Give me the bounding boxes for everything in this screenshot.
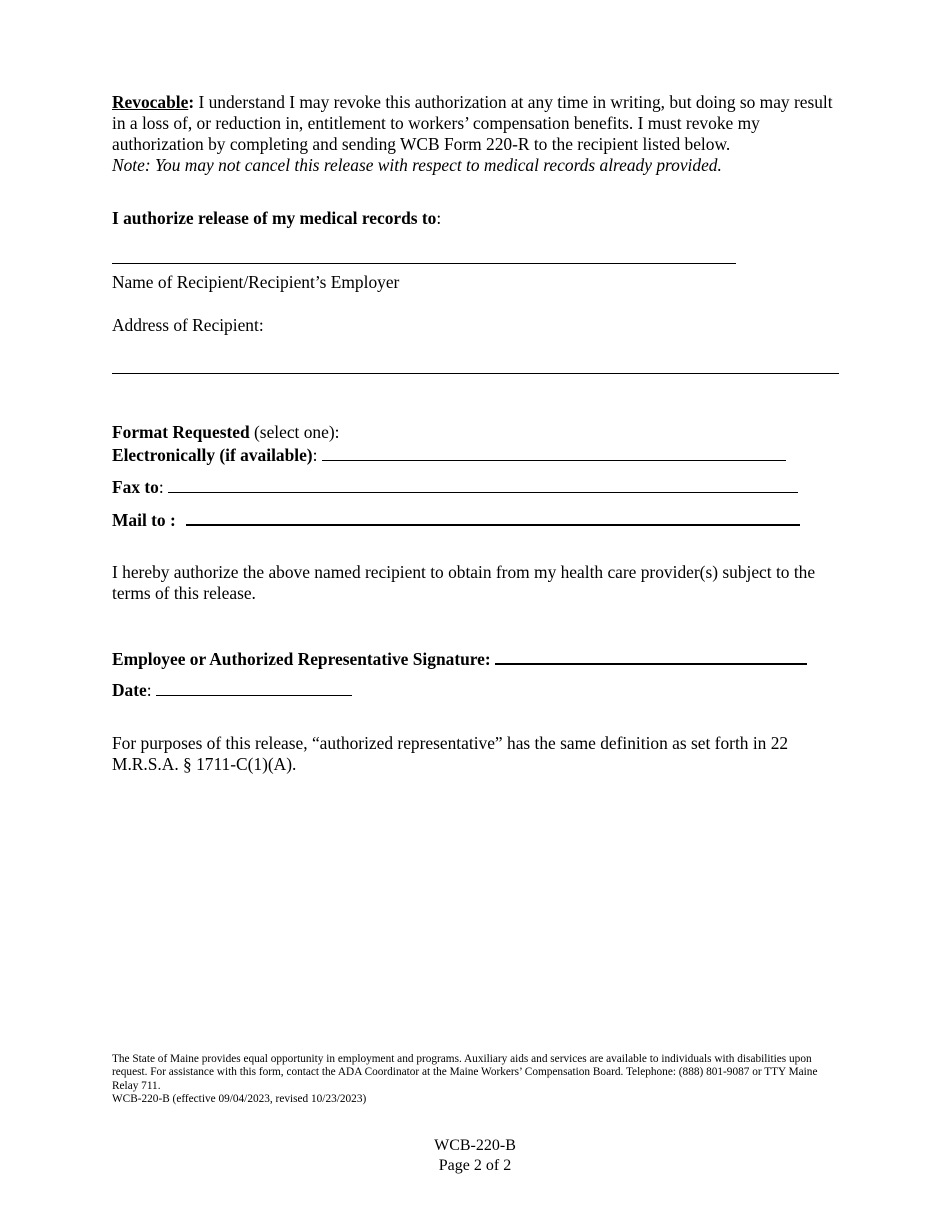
revocable-colon: : bbox=[188, 92, 195, 112]
format-mail-input[interactable] bbox=[186, 508, 800, 526]
authorize-heading-colon: : bbox=[436, 208, 442, 228]
format-fax-input[interactable] bbox=[168, 476, 798, 493]
format-fax-row bbox=[112, 476, 840, 498]
page-footer bbox=[0, 1136, 950, 1175]
format-heading bbox=[112, 422, 840, 443]
format-heading-label: Format Requested bbox=[112, 422, 250, 442]
revocable-text: I understand I may revoke this authorization at any time in writing, but doing so may result in a loss of, or reduction in, entitlement to workers’ compensation benefits. I must revoke my authorization by completing and sending WCB Form 220-R to the recipient listed below. bbox=[112, 92, 833, 154]
authorize-heading-text: I authorize release of my medical records to bbox=[112, 208, 437, 228]
recipient-name-label: Name of Recipient/Recipient’s Employer bbox=[112, 272, 400, 292]
revocable-note: Note: You may not cancel this release with respect to medical records already provided. bbox=[112, 155, 722, 175]
signature-label: Employee or Authorized Representative Signature: bbox=[112, 649, 491, 669]
format-mail-label: Mail to : bbox=[112, 510, 176, 530]
definition-paragraph: For purposes of this release, “authorized representative” has the same definition as set forth in 22 M.R.S.A. § 1711-C(1)(A). bbox=[112, 733, 789, 774]
authorization-statement: I hereby authorize the above named recipient to obtain from my health care provider(s) subject to the terms of this release. bbox=[112, 562, 816, 603]
format-electronic-label: Electronically (if available) bbox=[112, 445, 313, 465]
notice-text: The State of Maine provides equal opportunity in employment and programs. Auxiliary aids and services are available to individuals with disabilities upon request. For assistance with this form, contact the ADA Coordinator at the Maine Workers’ Compensation Board. Telephone: (888) 801-9087 or TTY Maine Relay 711. bbox=[112, 1053, 818, 1092]
signature-row bbox=[112, 647, 840, 670]
format-fax-label: Fax to bbox=[112, 477, 159, 497]
date-label: Date bbox=[112, 680, 147, 700]
recipient-address-label: Address of Recipient: bbox=[112, 315, 264, 335]
date-colon: : bbox=[146, 680, 152, 700]
date-input[interactable] bbox=[156, 679, 352, 696]
footer-form-id: WCB-220-B bbox=[434, 1137, 516, 1154]
format-electronic-input[interactable] bbox=[322, 444, 786, 461]
revocable-paragraph bbox=[112, 92, 840, 176]
format-mail-row bbox=[112, 508, 840, 531]
format-electronic-colon: : bbox=[312, 445, 318, 465]
form-revision: WCB-220-B (effective 09/04/2023, revised 10/23/2023) bbox=[112, 1093, 367, 1106]
format-fax-colon: : bbox=[158, 477, 164, 497]
recipient-name-line[interactable] bbox=[112, 247, 736, 264]
authorize-heading bbox=[112, 208, 840, 229]
footer-page-number: Page 2 of 2 bbox=[438, 1156, 512, 1174]
format-heading-tail: (select one): bbox=[249, 422, 340, 442]
equal-opportunity-notice bbox=[112, 1053, 832, 1107]
recipient-address-line[interactable] bbox=[112, 357, 839, 374]
recipient-name-field[interactable] bbox=[112, 247, 840, 268]
format-electronic-row bbox=[112, 444, 840, 466]
recipient-address-field[interactable] bbox=[112, 357, 840, 378]
date-row bbox=[112, 679, 840, 701]
signature-input[interactable] bbox=[495, 647, 807, 665]
revocable-label: Revocable bbox=[112, 92, 189, 112]
